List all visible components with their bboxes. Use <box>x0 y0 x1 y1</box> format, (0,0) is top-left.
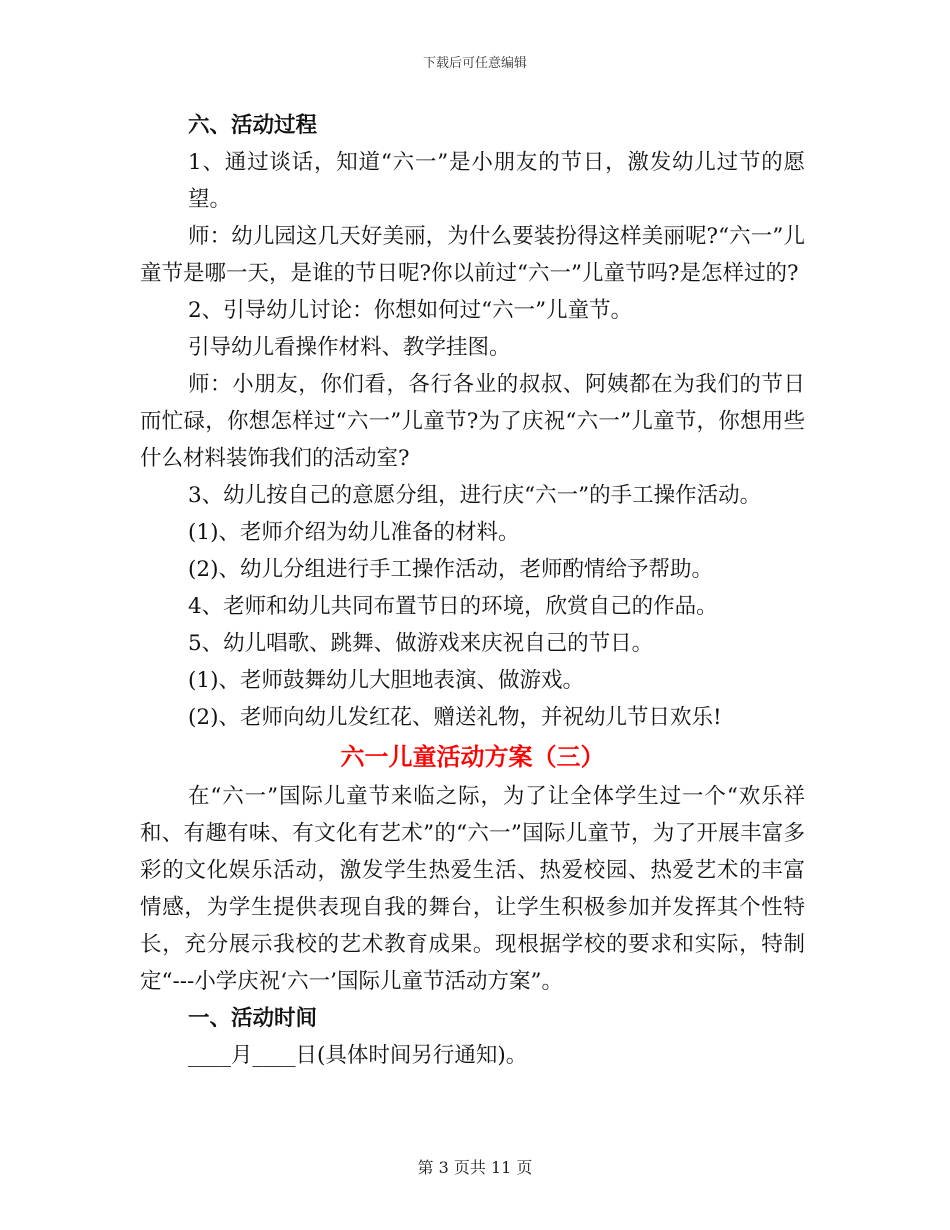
step-1-paragraph: 1、通过谈话，知道“六一”是小朋友的节日，激发幼儿过节的愿望。 <box>188 150 805 212</box>
step-5-sub-2: (2)、老师向幼儿发红花、赠送礼物，并祝幼儿节日欢乐! <box>188 705 722 730</box>
intro-paragraph: 在“六一”国际儿童节来临之际，为了让全体学生过一个“欢乐祥和、有趣有味、有文化有艺术”的“六一”国际儿童节，为了开展丰富多彩的文化娱乐活动，激发学生热爱生活、热爱校园、热爱艺术的丰富情感，为学生提供表现自我的舞台，让学生积极参加并发挥其个性特长，充分展示我校的艺术教育成果。现根据学校的要求和实际，特制定“---小学庆祝‘六一’国际儿童节活动方案”。 <box>140 784 805 994</box>
teacher-dialogue-1: 师：幼儿园这几天好美丽，为什么要装扮得这样美丽呢?“六一”儿童节是哪一天，是谁的节日呢?你以前过“六一”儿童节吗?是怎样过的? <box>140 224 805 286</box>
teacher-dialogue-2: 师：小朋友，你们看，各行各业的叔叔、阿姨都在为我们的节日而忙碌，你想怎样过“六一”儿童节?为了庆祝“六一”儿童节，你想用些什么材料装饰我们的活动室? <box>140 372 805 471</box>
step-5-paragraph: 5、幼儿唱歌、跳舞、做游戏来庆祝自己的节日。 <box>188 631 654 656</box>
activity-date-line: ____月____日(具体时间另行通知)。 <box>188 1043 528 1068</box>
step-3-paragraph: 3、幼儿按自己的意愿分组，进行庆“六一”的手工操作活动。 <box>188 483 762 508</box>
page-header: 下载后可任意编辑 <box>422 56 527 71</box>
step-4-paragraph: 4、老师和幼儿共同布置节日的环境，欣赏自己的作品。 <box>188 594 718 619</box>
step-3-sub-2: (2)、幼儿分组进行手工操作活动，老师酌情给予帮助。 <box>188 557 713 582</box>
step-3-sub-1: (1)、老师介绍为幼儿准备的材料。 <box>188 520 520 545</box>
section-heading-activity-process: 六、活动过程 <box>188 113 318 138</box>
document-body <box>140 107 805 1074</box>
step-5-sub-1: (1)、老师鼓舞幼儿大胆地表演、做游戏。 <box>188 668 584 693</box>
plan-title: 六一儿童活动方案（三） <box>340 742 605 771</box>
section-heading-activity-time: 一、活动时间 <box>188 1006 318 1031</box>
step-2-paragraph: 2、引导幼儿讨论：你想如何过“六一”儿童节。 <box>188 298 633 323</box>
page-footer: 第 3 页共 11 页 <box>417 1158 533 1177</box>
guide-materials-line: 引导幼儿看操作材料、教学挂图。 <box>188 335 511 360</box>
